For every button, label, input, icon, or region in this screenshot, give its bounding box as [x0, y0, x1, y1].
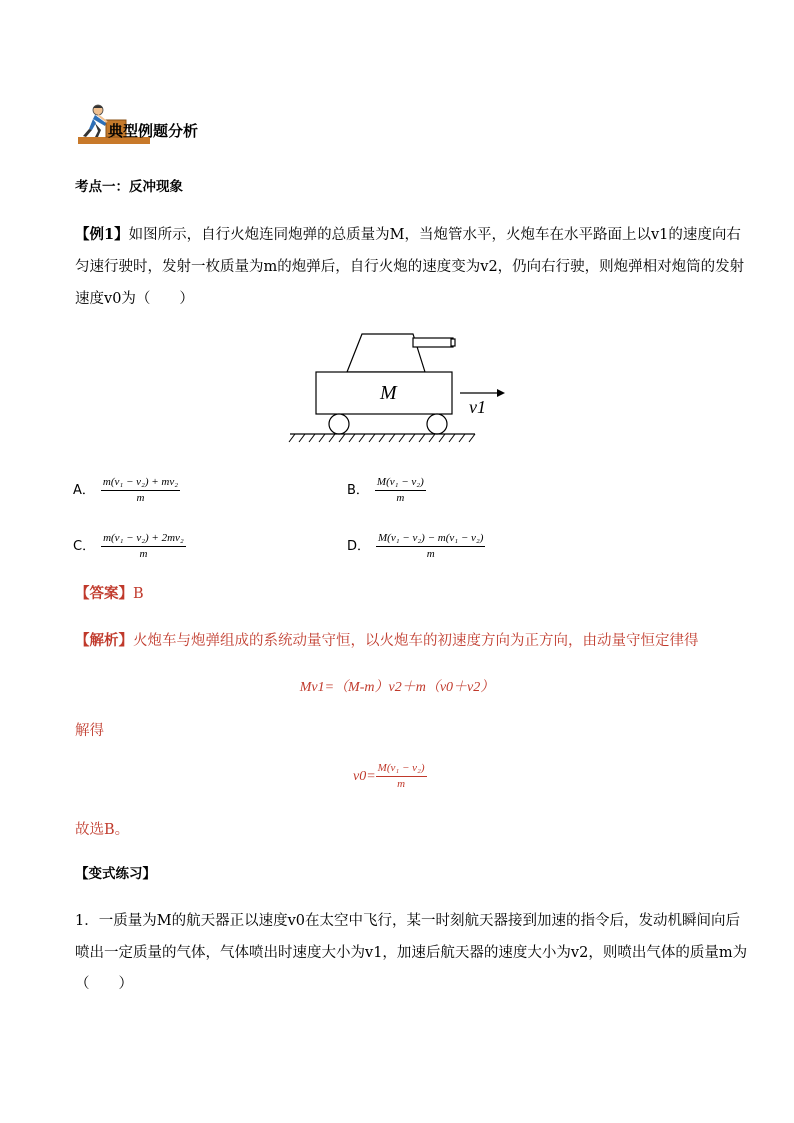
- option-b-label: B．: [347, 482, 369, 498]
- option-d-label: D．: [347, 538, 371, 554]
- result-lhs: v0=: [353, 768, 376, 784]
- solve-text: 解得: [75, 723, 104, 739]
- option-d-fraction: $\frac{\text{M(v₁ − v₂) − m(v₁ − v₂)}}{m}$: [378, 532, 484, 560]
- option-a-fraction: $\frac{\text{m(v₁ − v₂) + mv₂}}{m}$: [102, 476, 179, 504]
- option-c-fraction: $\frac{\text{m(v₁ − v₂) + 2mv₂}}{m}$: [103, 532, 184, 560]
- analysis-text: 火炮车与炮弹组成的系统动量守恒，以火炮车的初速度方向为正方向，由动量守恒定律得: [133, 633, 699, 649]
- right-wheel: [427, 414, 447, 434]
- example-line-3: 速度v0为（ ）: [75, 291, 194, 307]
- topic-heading: 考点一：反冲现象: [75, 179, 183, 195]
- momentum-equation: Mv1=（M-m）v2＋m（v0＋v2）: [299, 680, 495, 695]
- conclusion-text: 故选B。: [75, 822, 130, 838]
- example-tag: 【例1】: [75, 226, 129, 243]
- example-line-1: [75, 225, 741, 245]
- option-a-label: A．: [73, 482, 95, 498]
- section-header: [78, 103, 238, 147]
- mass-label: M: [380, 382, 397, 404]
- option-c-label: C．: [73, 538, 96, 554]
- practice-q1-line-2: 喷出一定质量的气体，气体喷出时速度大小为v1，加速后航天器的速度大小为v2，则喷出气体的质量m为: [75, 945, 748, 961]
- analysis-line: [75, 631, 735, 651]
- section-title: 典型例题分析: [108, 122, 199, 140]
- option-b-fraction: $\frac{\text{M(v₁ − v₂)}}{m}$: [376, 476, 424, 504]
- option-d[interactable]: [347, 532, 485, 561]
- answer-tag: 【答案】: [75, 585, 133, 602]
- result-fraction: $\frac{\text{M(v₁ − v₂)}}{m}$: [377, 762, 425, 790]
- velocity-label: v1: [469, 397, 486, 417]
- left-wheel: [329, 414, 349, 434]
- example-text-1: 如图所示，自行火炮连同炮弹的总质量为M，当炮管水平，火炮车在水平路面上以v1的速度向右: [128, 227, 741, 243]
- answer-line: [75, 584, 735, 604]
- option-a[interactable]: [73, 476, 180, 505]
- practice-heading: 【变式练习】: [75, 866, 156, 882]
- result-equation: [353, 762, 427, 791]
- analysis-tag: 【解析】: [75, 632, 133, 649]
- example-line-2: 匀速行驶时，发射一枚质量为m的炮弹后，自行火炮的速度变为v2，仍向右行驶，则炮弹相对炮筒的发射: [75, 259, 745, 275]
- answer-value: B: [133, 586, 144, 602]
- barrel-tip: [451, 339, 455, 346]
- option-c[interactable]: [73, 532, 186, 561]
- option-b[interactable]: [347, 476, 426, 505]
- artillery-figure: [285, 328, 515, 448]
- practice-q1-line-3: （ ）: [75, 976, 133, 992]
- practice-q1-line-1: 1．一质量为M的航天器正以速度v0在太空中飞行，某一时刻航天器接到加速的指令后，发动机瞬间向后: [75, 913, 740, 929]
- gun-barrel: [413, 338, 453, 347]
